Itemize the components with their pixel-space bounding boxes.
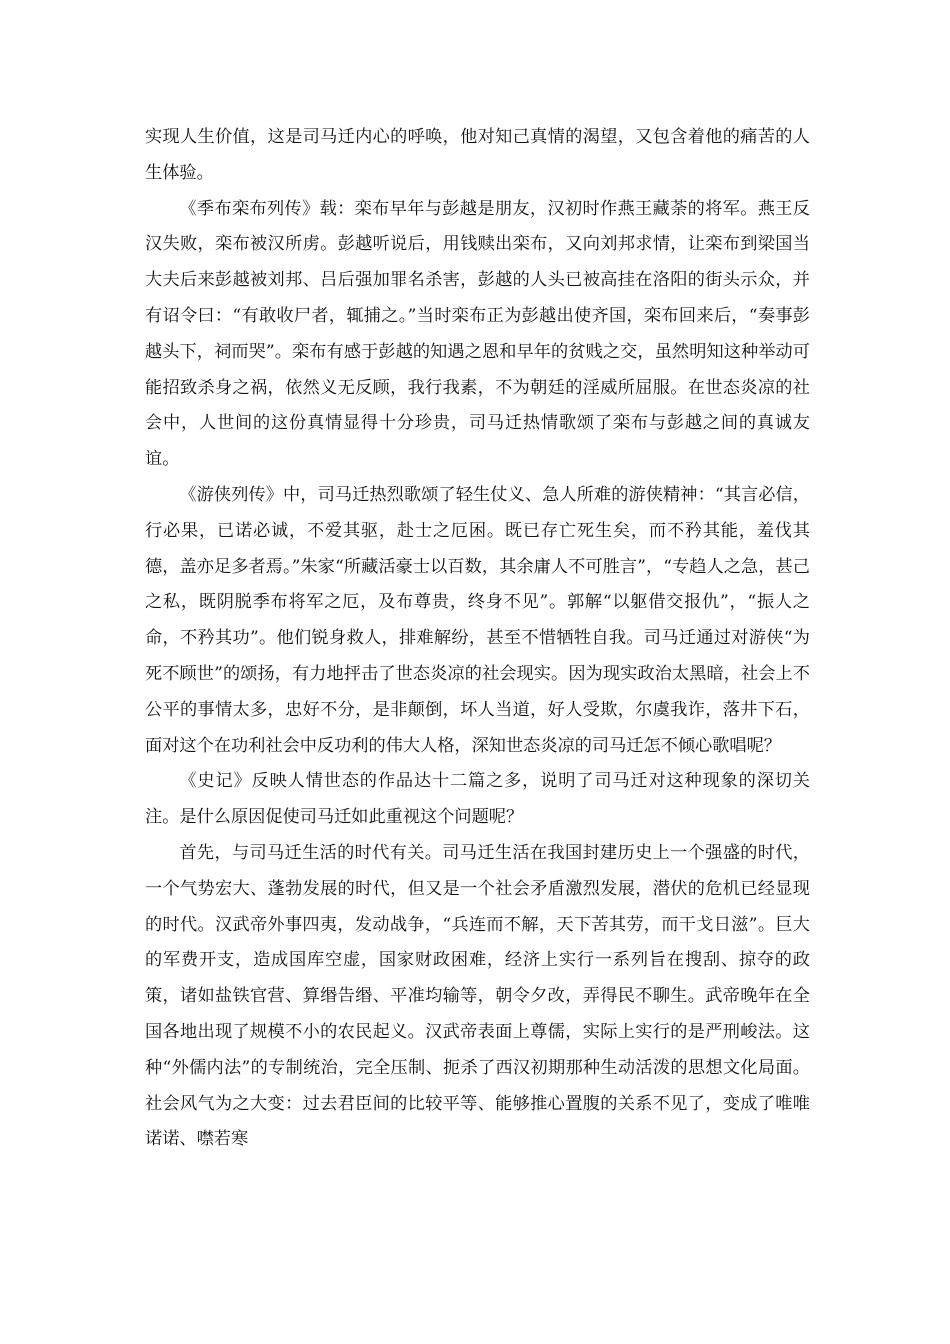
paragraph-2: 《季布栾布列传》载：栾布早年与彭越是朋友，汉初时作燕王藏荼的将军。燕王反汉失败，栾布被汉所虏。彭越听说后，用钱赎出栾布，又向刘邦求情，让栾布到梁国当大夫后来彭越被刘邦、吕后强加罪名杀害，彭越的人头已被高挂在洛阳的街头示众，并有诏令曰：“有敢收尸者，辄捕之。”当时栾布正为彭越出使齐国，栾布回来后，“奏事彭越头下，祠而哭”。栾布有感于彭越的知遇之恩和早年的贫贱之交，虽然明知这种举动可能招致杀身之祸，依然义无反顾，我行我素，不为朝廷的淫威所屈服。在世态炎凉的社会中，人世间的这份真情显得十分珍贵，司马迁热情歌颂了栾布与彭越之间的真诚友谊。 — [145, 198, 810, 470]
paragraph-1: 实现人生价值，这是司马迁内心的呼唤，他对知己真情的渴望，又包含着他的痛苦的人生体验。 — [145, 127, 810, 183]
paragraph-5: 首先，与司马迁生活的时代有关。司马迁生活在我国封建历史上一个强盛的时代，一个气势宏大、蓬勃发展的时代，但又是一个社会矛盾激烈发展，潜伏的危机已经显现的时代。汉武帝外事四夷，发动战争，“兵连而不解，天下苦其劳，而干戈日滋”。巨大的军费开支，造成国库空虚，国家财政困难，经济上实行一系列旨在搜刮、掠夺的政策，诸如盐铁官营、算缗告缗、平准均输等，朝令夕改，弄得民不聊生。武帝晚年在全国各地出现了规模不小的农民起义。汉武帝表面上尊儒，实际上实行的是严刑峻法。这种“外儒内法”的专制统治，完全压制、扼杀了西汉初期那种生动活泼的思想文化局面。社会风气为之大变：过去君臣间的比较平等、能够推心置腹的关系不见了，变成了唯唯诺诺、噤若寒 — [145, 842, 810, 1150]
paragraph-3: 《游侠列传》中，司马迁热烈歌颂了轻生仗义、急人所难的游侠精神：“其言必信，行必果，已诺必诚，不爱其驱，赴士之厄困。既已存亡死生矣，而不矜其能，羞伐其德，盖亦足多者焉。”朱家“所藏活豪士以百数，其余庸人不可胜言”，“专趋人之急，甚己之私，既阴脱季布将军之厄，及布尊贵，终身不见”。郭解“以躯借交报仇”，“振人之命，不矜其功”。他们锐身救人，排难解纷，甚至不惜牺牲自我。司马迁通过对游侠“为死不顾世”的颂扬，有力地抨击了世态炎凉的社会现实。因为现实政治太黑暗，社会上不公平的事情太多，忠好不分，是非颠倒，坏人当道，好人受欺，尔虞我诈，落井下石，面对这个在功利社会中反功利的伟大人格，深知世态炎凉的司马迁怎不倾心歌唱呢？ — [145, 484, 810, 756]
paragraph-4: 《史记》反映人情世态的作品达十二篇之多，说明了司马迁对这种现象的深切关注。是什么原因促使司马迁如此重视这个问题呢？ — [145, 771, 810, 828]
document-page — [145, 120, 810, 1158]
